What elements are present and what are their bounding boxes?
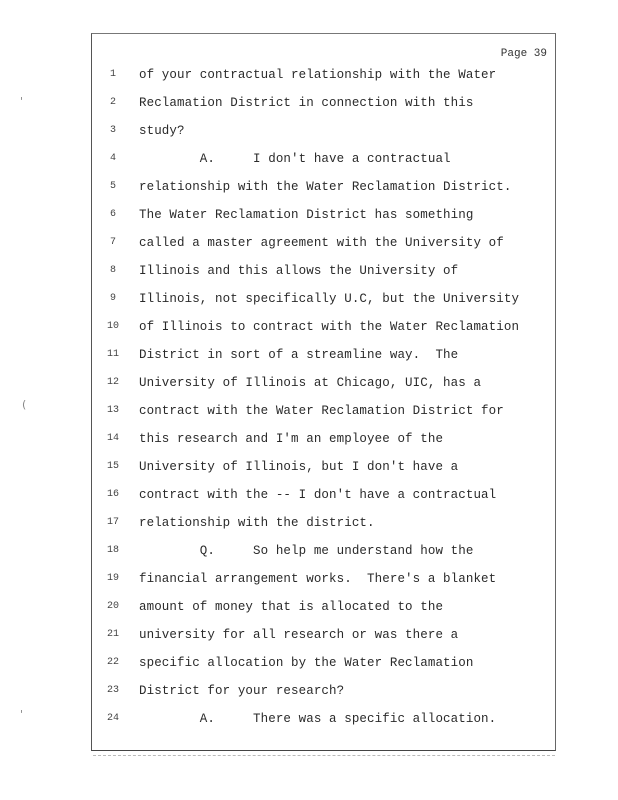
- line-number: 22: [106, 657, 119, 668]
- transcript-line: [92, 509, 555, 537]
- line-text: District for your research?: [139, 684, 345, 698]
- line-text: study?: [139, 124, 185, 138]
- transcript-line: [92, 145, 555, 173]
- transcript-line: [92, 61, 555, 89]
- transcript-line: [92, 593, 555, 621]
- line-text: A. There was a specific allocation.: [139, 712, 497, 726]
- line-text: contract with the Water Reclamation District for: [139, 404, 504, 418]
- transcript-line: [92, 537, 555, 565]
- transcript-line: [92, 173, 555, 201]
- transcript-line: [92, 397, 555, 425]
- line-text: Illinois, not specifically U.C, but the University: [139, 292, 520, 306]
- line-text: Illinois and this allows the University of: [139, 264, 459, 278]
- line-text: called a master agreement with the University of: [139, 236, 504, 250]
- line-text: amount of money that is allocated to the: [139, 600, 444, 614]
- transcript-line: [92, 313, 555, 341]
- transcript-line: [92, 89, 555, 117]
- line-text: university for all research or was there a: [139, 628, 459, 642]
- line-text: financial arrangement works. There's a blanket: [139, 572, 497, 586]
- transcript-lines: [92, 61, 555, 733]
- line-number: 4: [109, 153, 116, 164]
- line-number: 18: [106, 545, 119, 556]
- margin-mark: ': [20, 95, 24, 108]
- transcript-line: [92, 285, 555, 313]
- line-number: 21: [106, 629, 119, 640]
- transcript-line: [92, 649, 555, 677]
- transcript-line: [92, 677, 555, 705]
- line-text: Q. So help me understand how the: [139, 544, 474, 558]
- line-text: specific allocation by the Water Reclamation: [139, 656, 474, 670]
- line-number: 6: [109, 209, 116, 220]
- line-text: of Illinois to contract with the Water Reclamation: [139, 320, 520, 334]
- line-text: of your contractual relationship with the Water: [139, 68, 497, 82]
- transcript-line: [92, 481, 555, 509]
- line-number: 7: [109, 237, 116, 248]
- transcript-line: [92, 257, 555, 285]
- line-number: 9: [109, 293, 116, 304]
- margin-mark: ': [20, 708, 24, 721]
- line-text: this research and I'm an employee of the: [139, 432, 444, 446]
- transcript-line: [92, 453, 555, 481]
- transcript-line: [92, 201, 555, 229]
- line-number: 1: [109, 69, 116, 80]
- transcript-line: [92, 229, 555, 257]
- line-number: 20: [106, 601, 119, 612]
- line-text: University of Illinois at Chicago, UIC, has a: [139, 376, 482, 390]
- line-number: 14: [106, 433, 119, 444]
- bottom-scan-line: [93, 755, 555, 756]
- line-number: 12: [106, 377, 119, 388]
- line-number: 10: [106, 321, 119, 332]
- line-text: District in sort of a streamline way. The: [139, 348, 459, 362]
- transcript-line: [92, 425, 555, 453]
- line-number: 5: [109, 181, 116, 192]
- line-text: contract with the -- I don't have a contractual: [139, 488, 497, 502]
- line-number: 24: [106, 713, 119, 724]
- transcript-line: [92, 341, 555, 369]
- line-text: University of Illinois, but I don't have a: [139, 460, 459, 474]
- line-number: 19: [106, 573, 119, 584]
- line-number: 8: [109, 265, 116, 276]
- line-number: 11: [106, 349, 119, 360]
- transcript-line: [92, 621, 555, 649]
- line-number: 23: [106, 685, 119, 696]
- page-number: Page 39: [500, 48, 547, 60]
- transcript-page: [91, 33, 556, 751]
- line-text: relationship with the Water Reclamation District.: [139, 180, 512, 194]
- line-text: relationship with the district.: [139, 516, 375, 530]
- transcript-line: [92, 117, 555, 145]
- line-text: A. I don't have a contractual: [139, 152, 451, 166]
- line-number: 15: [106, 461, 119, 472]
- line-text: Reclamation District in connection with this: [139, 96, 474, 110]
- transcript-line: [92, 369, 555, 397]
- transcript-line: [92, 705, 555, 733]
- line-number: 17: [106, 517, 119, 528]
- line-number: 16: [106, 489, 119, 500]
- line-number: 13: [106, 405, 119, 416]
- transcript-line: [92, 565, 555, 593]
- margin-mark: (: [22, 398, 27, 411]
- line-number: 3: [109, 125, 116, 136]
- line-number: 2: [109, 97, 116, 108]
- line-text: The Water Reclamation District has something: [139, 208, 474, 222]
